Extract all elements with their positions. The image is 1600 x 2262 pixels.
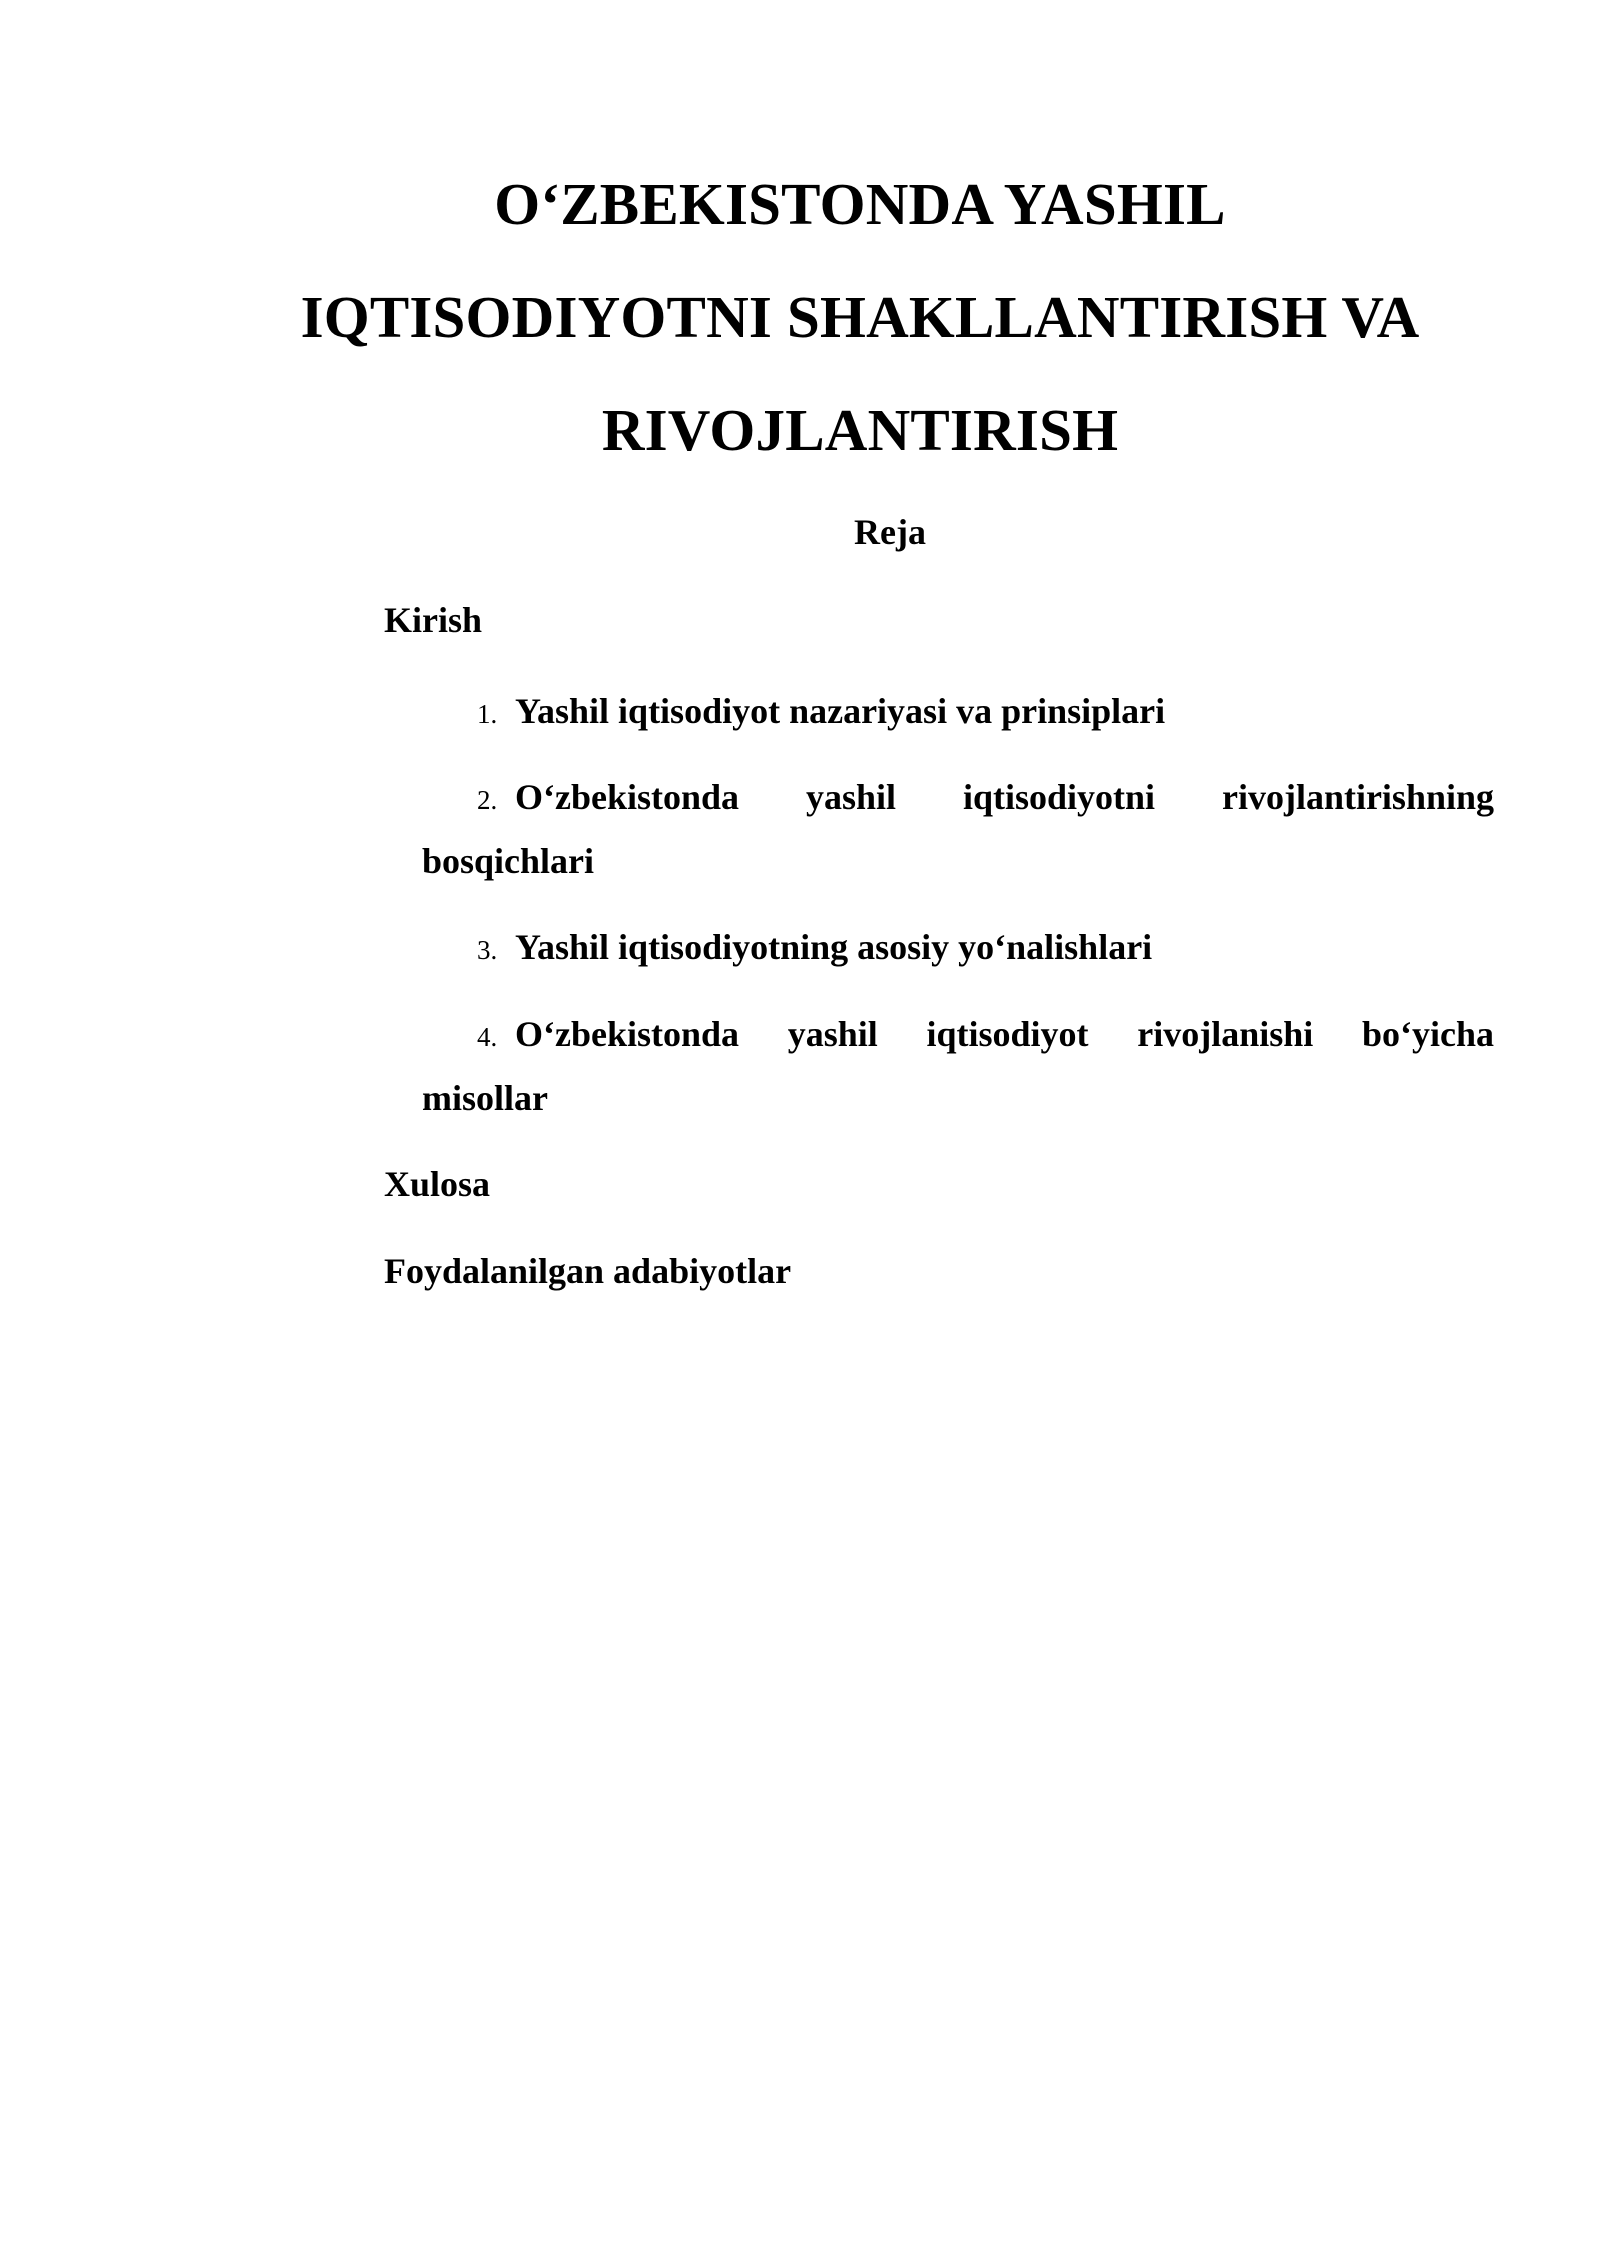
plan-item-first-line: [422, 1002, 1494, 1066]
title-line: O‘ZBEKISTONDA YASHIL: [494, 171, 1226, 237]
plan-item-continuation: misollar: [422, 1078, 548, 1118]
plan-item-word: O‘zbekistonda: [515, 777, 740, 817]
plan-item-3: [422, 915, 1494, 979]
plan-item-word: iqtisodiyotni: [962, 777, 1156, 817]
title-line: RIVOJLANTIRISH: [601, 397, 1119, 463]
plan-item-4: [422, 1002, 1494, 1130]
plan-item-word: rivojlantirishning: [1221, 777, 1495, 817]
plan-heading: Reja: [854, 512, 926, 552]
plan-item-first-line: [422, 679, 1494, 743]
plan-item-2: [422, 765, 1494, 893]
plan-item-text: Yashil iqtisodiyotning asosiy yo‘nalishlari: [515, 927, 1153, 967]
document-title: [230, 148, 1490, 487]
plan-item-word: bo‘yicha: [1361, 1014, 1494, 1054]
plan-item-word: yashil: [805, 777, 897, 817]
list-number: 1.: [477, 699, 498, 729]
list-number: 4.: [477, 1022, 498, 1052]
plan-item-continuation: bosqichlari: [422, 841, 595, 881]
list-number: 3.: [477, 935, 498, 965]
plan-item-word: rivojlanishi: [1137, 1014, 1314, 1054]
references-heading: Foydalanilgan adabiyotlar: [384, 1251, 792, 1291]
plan-item-word: yashil: [787, 1014, 878, 1054]
conclusion-heading: Xulosa: [384, 1164, 491, 1204]
plan-item-text: Yashil iqtisodiyot nazariyasi va prinsiplari: [515, 691, 1166, 731]
plan-item-word: O‘zbekistonda: [515, 1014, 740, 1054]
plan-item-word: iqtisodiyot: [926, 1014, 1089, 1054]
plan-item-first-line: [422, 765, 1494, 829]
intro-heading: Kirish: [384, 600, 483, 640]
plan-item-first-line: [422, 915, 1494, 979]
list-number: 2.: [477, 785, 498, 815]
plan-item-1: [422, 679, 1494, 743]
title-line: IQTISODIYOTNI SHAKLLANTIRISH VA: [300, 284, 1420, 350]
